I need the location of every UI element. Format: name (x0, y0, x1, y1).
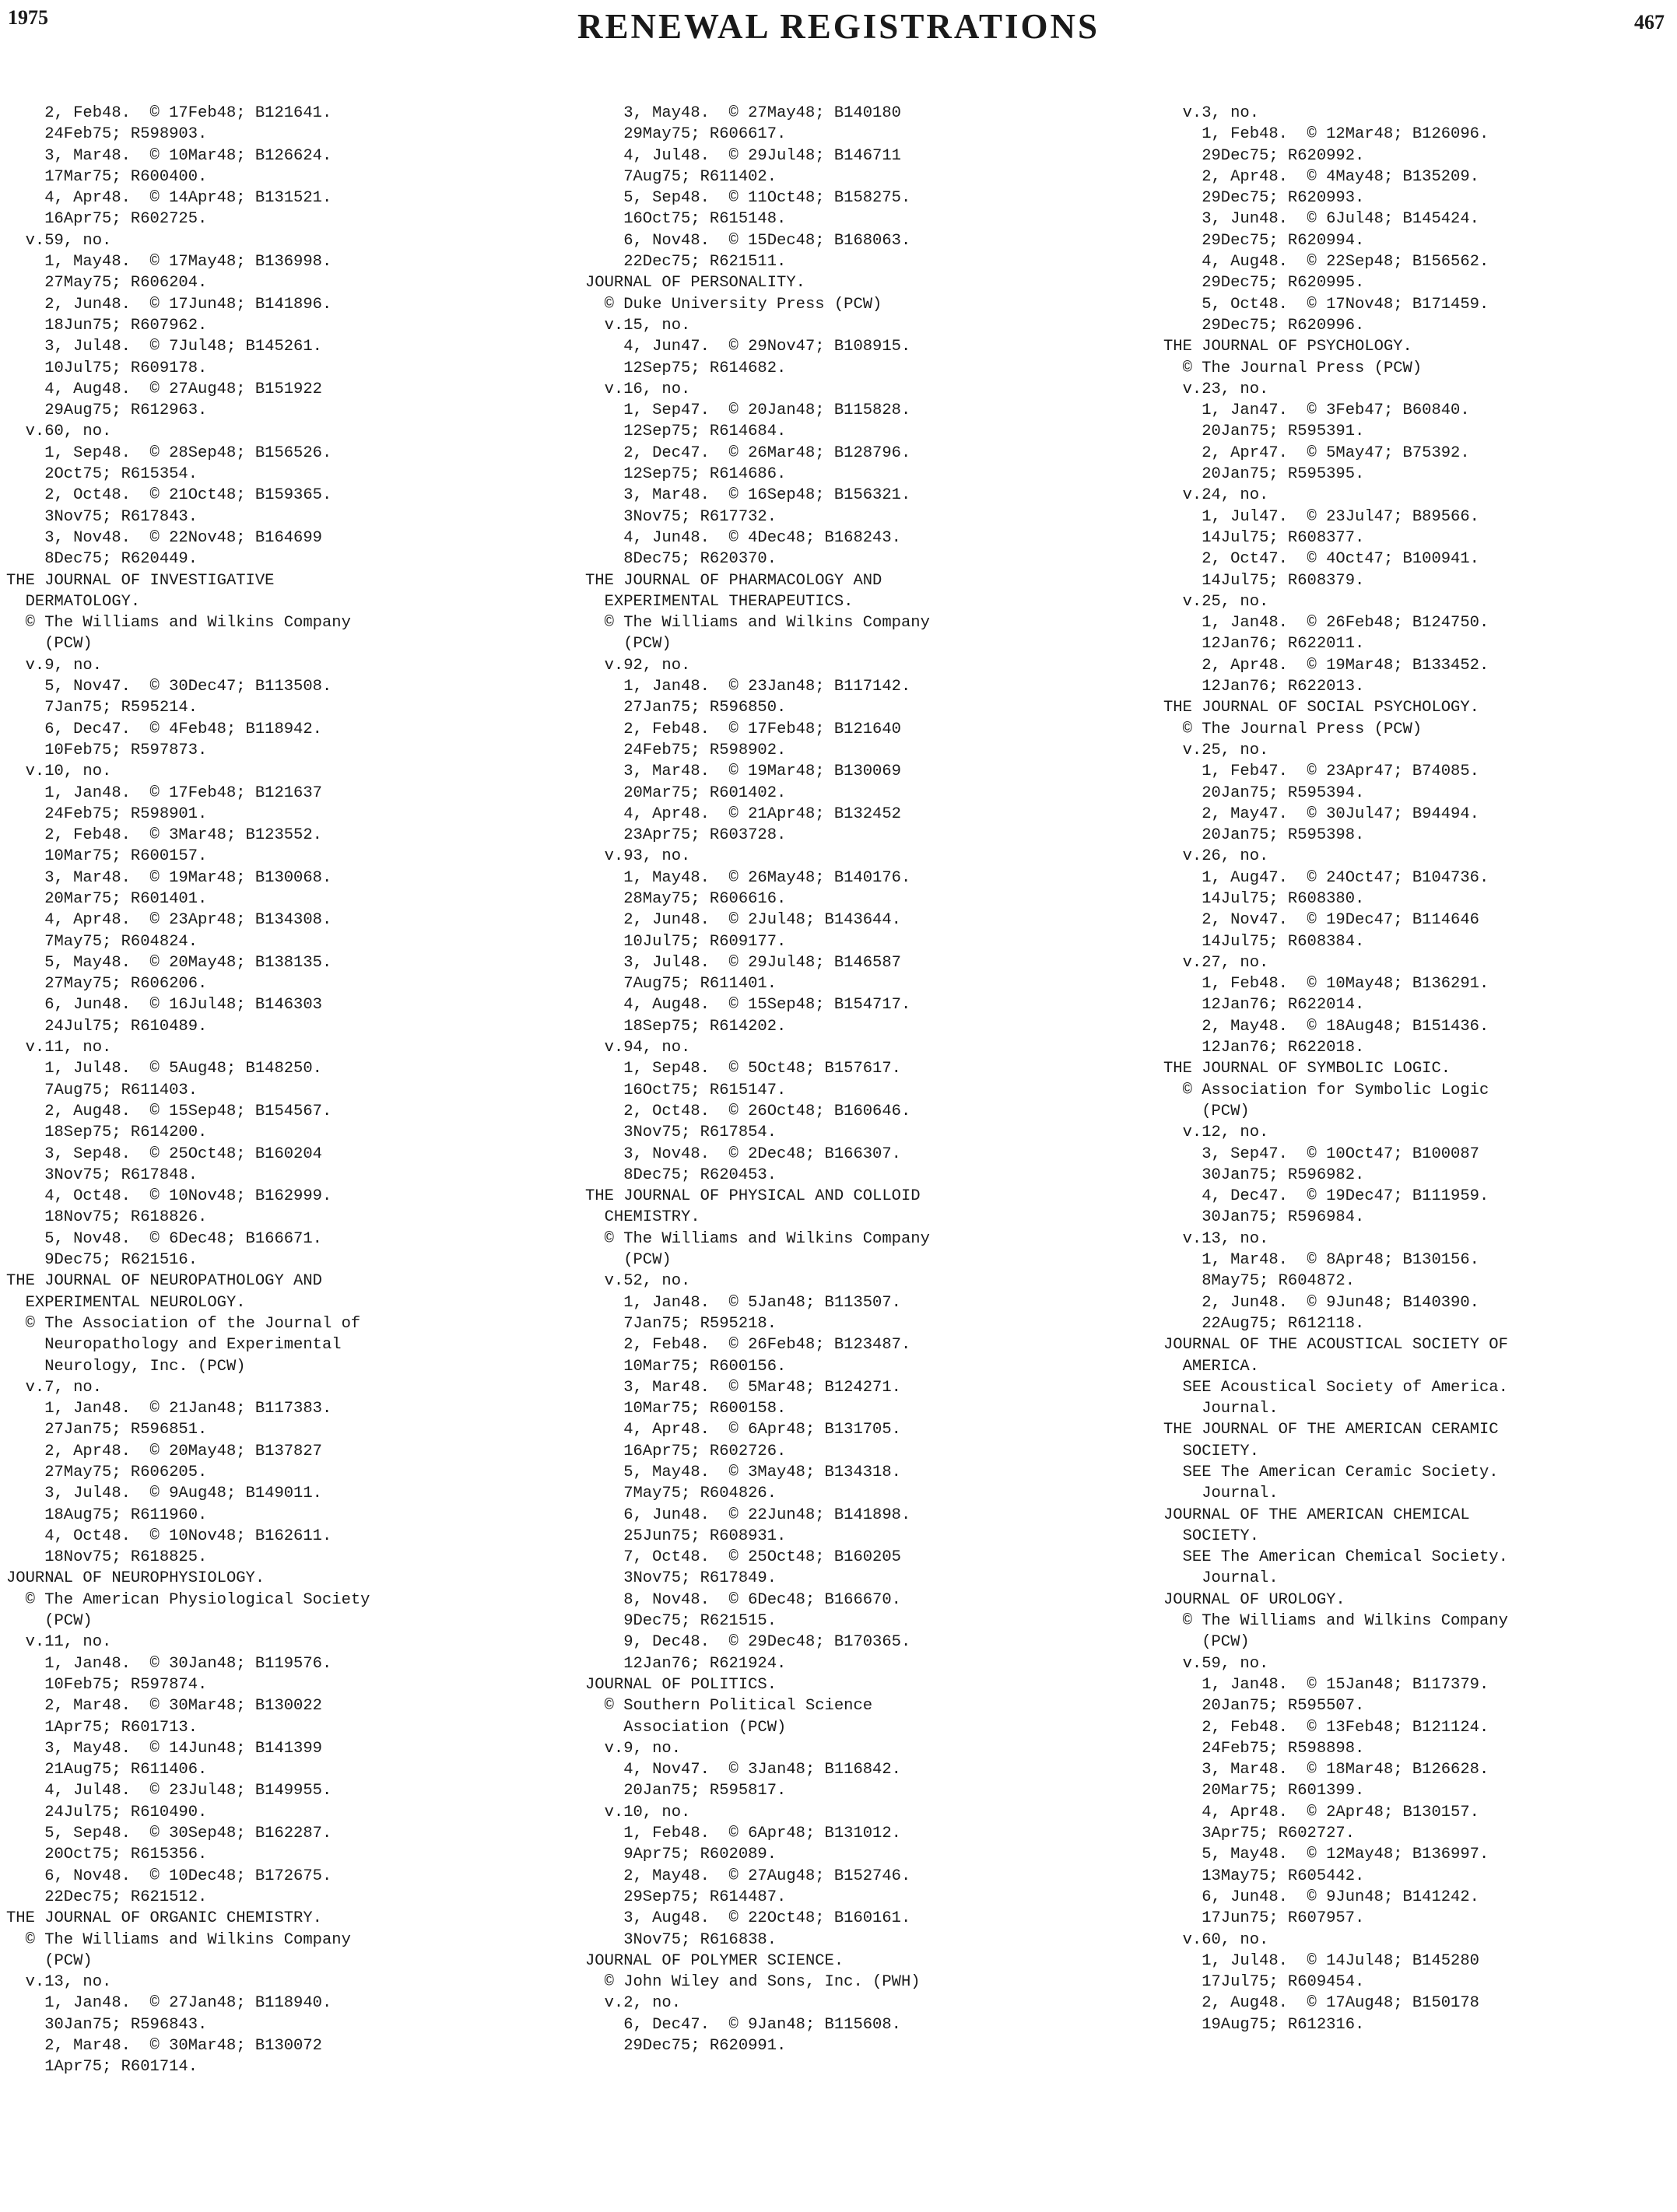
entry-line: 2, Feb48. © 17Feb48; B121640 (585, 720, 901, 738)
entry-line: 7Aug75; R611401. (585, 975, 777, 994)
entry-line: 2, May48. © 27Aug48; B152746. (585, 1867, 911, 1885)
entry-line: 22Dec75; R621512. (6, 1888, 208, 1906)
entry-line: 1, Jan48. © 5Jan48; B113507. (585, 1293, 901, 1312)
entry-line: JOURNAL OF NEUROPHYSIOLOGY. (6, 1569, 265, 1588)
entry-line: 3, Mar48. © 16Sep48; B156321. (585, 486, 911, 505)
entry-line: 3, Jun48. © 6Jul48; B145424. (1163, 210, 1479, 229)
entry-line: 17Jul75; R609454. (1163, 1973, 1365, 1992)
entry-line: JOURNAL OF POLITICS. (585, 1675, 777, 1694)
entry-line: Association (PCW) (585, 1718, 787, 1737)
entry-line: v.60, no. (1163, 1930, 1269, 1949)
entry-line: 20Jan75; R595395. (1163, 465, 1365, 484)
entry-line: 4, Jun47. © 29Nov47; B108915. (585, 338, 911, 356)
entry-line: 3, Mar48. © 18Mar48; B126628. (1163, 1761, 1489, 1779)
entry-line: 8, Nov48. © 6Dec48; B166670. (585, 1590, 901, 1609)
entry-line: 22Aug75; R612118. (1163, 1314, 1365, 1333)
entry-line: v.25, no. (1163, 592, 1269, 611)
entry-line: 7May75; R604826. (585, 1485, 777, 1503)
entry-line: v.9, no. (6, 656, 103, 675)
entry-line: 3Apr75; R602727. (1163, 1825, 1356, 1843)
entry-line: 1, Jan48. © 30Jan48; B119576. (6, 1654, 332, 1673)
entry-line: v.24, no. (1163, 486, 1269, 505)
entry-line: 16Oct75; R615148. (585, 210, 787, 229)
entry-line: 3, May48. © 14Jun48; B141399 (6, 1739, 322, 1758)
entry-line: 2, Apr48. © 4May48; B135209. (1163, 167, 1479, 186)
entry-line: v.26, no. (1163, 847, 1269, 866)
entry-line: 1, Sep48. © 5Oct48; B157617. (585, 1060, 901, 1078)
entry-line: 29May75; R606617. (585, 125, 787, 144)
entry-line: 4, Aug48. © 22Sep48; B156562. (1163, 253, 1489, 272)
entry-line: 12Jan76; R622011. (1163, 635, 1365, 654)
entry-line: 7Jan75; R595218. (585, 1314, 777, 1333)
entry-line: 3, Sep48. © 25Oct48; B160204 (6, 1145, 322, 1163)
entry-line: 7Aug75; R611402. (585, 167, 777, 186)
entry-line: v.9, no. (585, 1739, 682, 1758)
entry-line: 24Feb75; R598903. (6, 125, 208, 144)
entry-line: © John Wiley and Sons, Inc. (PWH) (585, 1973, 921, 1992)
entry-line: 14Jul75; R608380. (1163, 889, 1365, 908)
entry-line: 3, Jul48. © 29Jul48; B146587 (585, 953, 901, 972)
entry-line: 1, Jul48. © 5Aug48; B148250. (6, 1060, 322, 1078)
entry-line: 9Apr75; R602089. (585, 1846, 777, 1864)
entry-line: 2, May48. © 18Aug48; B151436. (1163, 1017, 1489, 1036)
entry-line: 1, Jan47. © 3Feb47; B60840. (1163, 401, 1470, 420)
entry-line: 2, Oct48. © 21Oct48; B159365. (6, 486, 332, 505)
entry-line: 20Jan75; R595817. (585, 1782, 787, 1800)
entry-line: 4, Oct48. © 10Nov48; B162611. (6, 1527, 332, 1545)
entry-line: THE JOURNAL OF SOCIAL PSYCHOLOGY. (1163, 699, 1479, 717)
entry-line: 5, Sep48. © 30Sep48; B162287. (6, 1825, 332, 1843)
entry-line: 5, Nov48. © 6Dec48; B166671. (6, 1229, 322, 1248)
entry-line: 3, Jul48. © 9Aug48; B149011. (6, 1485, 322, 1503)
entry-line: 4, Jul48. © 23Jul48; B149955. (6, 1782, 332, 1800)
entry-line: 20Mar75; R601402. (585, 783, 787, 802)
entry-line: 2, Apr48. © 20May48; B137827 (6, 1442, 322, 1460)
entry-line: 10Feb75; R597874. (6, 1675, 208, 1694)
entry-line: 3, Aug48. © 22Oct48; B160161. (585, 1909, 911, 1928)
entry-line: THE JOURNAL OF INVESTIGATIVE (6, 571, 275, 590)
entry-line: SOCIETY. (1163, 1527, 1260, 1545)
entry-line: 3, Mar48. © 19Mar48; B130068. (6, 868, 332, 887)
entry-line: 24Jul75; R610490. (6, 1803, 208, 1821)
entry-line: THE JOURNAL OF PHYSICAL AND COLLOID (585, 1187, 921, 1206)
entry-line: Journal. (1163, 1400, 1279, 1418)
entry-line: 16Apr75; R602725. (6, 210, 208, 229)
entry-line: v.11, no. (6, 1633, 112, 1652)
column-3 (1163, 103, 1508, 2035)
entry-line: 8Dec75; R620453. (585, 1166, 777, 1184)
entry-line: 2, Feb48. © 26Feb48; B123487. (585, 1336, 911, 1355)
entry-line: 4, Apr48. © 21Apr48; B132452 (585, 805, 901, 823)
entry-line: 1, Jan48. © 15Jan48; B117379. (1163, 1675, 1489, 1694)
entry-line: 29Dec75; R620995. (1163, 274, 1365, 293)
entry-line: 4, Nov47. © 3Jan48; B116842. (585, 1761, 901, 1779)
entry-line: 5, May48. © 3May48; B134318. (585, 1464, 901, 1481)
entry-line: 27May75; R606204. (6, 274, 208, 293)
entry-line: 2, Jun48. © 2Jul48; B143644. (585, 911, 901, 930)
entry-line: 27May75; R606206. (6, 975, 208, 994)
entry-line: EXPERIMENTAL NEUROLOGY. (6, 1293, 246, 1312)
entry-line: 3, Mar48. © 19Mar48; B130069 (585, 762, 901, 781)
entry-line: 18Jun75; R607962. (6, 316, 208, 335)
entry-line: DERMATOLOGY. (6, 592, 141, 611)
entry-line: 4, Apr48. © 6Apr48; B131705. (585, 1421, 901, 1439)
entry-line: 3, Sep47. © 10Oct47; B100087 (1163, 1145, 1479, 1163)
entry-line: 2, Mar48. © 30Mar48; B130022 (6, 1697, 322, 1716)
entry-line: 25Jun75; R608931. (585, 1527, 787, 1545)
entry-line: EXPERIMENTAL THERAPEUTICS. (585, 592, 854, 611)
entry-line: 1Apr75; R601713. (6, 1718, 198, 1737)
entry-line: 2, Dec47. © 26Mar48; B128796. (585, 443, 911, 462)
entry-line: 5, Nov47. © 30Dec47; B113508. (6, 678, 332, 696)
entry-line: 1, Jul48. © 14Jul48; B145280 (1163, 1951, 1479, 1970)
entry-line: 2, Aug48. © 17Aug48; B150178 (1163, 1994, 1479, 2013)
entry-line: 1, Jan48. © 23Jan48; B117142. (585, 678, 911, 696)
entry-line: v.12, no. (1163, 1124, 1269, 1142)
entry-line: 29Sep75; R614487. (585, 1888, 787, 1906)
entry-line: 18Sep75; R614202. (585, 1017, 787, 1036)
entry-line: 3, May48. © 27May48; B140180 (585, 104, 901, 122)
entry-line: SEE The American Ceramic Society. (1163, 1464, 1499, 1481)
entry-line: 1, Jan48. © 26Feb48; B124750. (1163, 614, 1489, 633)
entry-line: 8Dec75; R620370. (585, 550, 777, 569)
entry-line: 8Dec75; R620449. (6, 550, 198, 569)
entry-line: 3, Mar48. © 10Mar48; B126624. (6, 146, 332, 165)
entry-line: © The Williams and Wilkins Company (585, 614, 930, 633)
entry-line: 10Feb75; R597873. (6, 741, 208, 759)
entry-line: 1, Jan48. © 17Feb48; B121637 (6, 783, 322, 802)
entry-line: 27Jan75; R596850. (585, 699, 787, 717)
entry-line: 20Mar75; R601401. (6, 889, 208, 908)
entry-line: 1, Jan48. © 21Jan48; B117383. (6, 1400, 332, 1418)
entry-line: 1, Feb48. © 12Mar48; B126096. (1163, 125, 1489, 144)
entry-line: 22Dec75; R621511. (585, 253, 787, 272)
entry-line: v.10, no. (585, 1803, 691, 1821)
entry-line: 5, Sep48. © 11Oct48; B158275. (585, 189, 911, 208)
entry-line: 24Jul75; R610489. (6, 1017, 208, 1036)
page-number: 467 (1634, 11, 1665, 33)
entry-line: 2, May47. © 30Jul47; B94494. (1163, 805, 1479, 823)
entry-line: THE JOURNAL OF NEUROPATHOLOGY AND (6, 1272, 322, 1291)
entry-line: THE JOURNAL OF PSYCHOLOGY. (1163, 338, 1412, 356)
entry-line: 20Mar75; R601399. (1163, 1782, 1365, 1800)
entry-line: 3Nov75; R616838. (585, 1930, 777, 1949)
entry-line: 1, May48. © 26May48; B140176. (585, 868, 911, 887)
entry-line: Journal. (1163, 1485, 1279, 1503)
entry-line: v.59, no. (1163, 1654, 1269, 1673)
entry-line: (PCW) (6, 1951, 93, 1970)
entry-line: v.10, no. (6, 762, 112, 781)
entry-line: 12Jan76; R622018. (1163, 1039, 1365, 1057)
entry-line: 29Dec75; R620996. (1163, 316, 1365, 335)
entry-line: 3Nov75; R617849. (585, 1569, 777, 1588)
entry-line: 14Jul75; R608379. (1163, 571, 1365, 590)
entry-line: JOURNAL OF THE AMERICAN CHEMICAL (1163, 1506, 1470, 1524)
entry-line: 21Aug75; R611406. (6, 1761, 208, 1779)
entry-line: 16Apr75; R602726. (585, 1442, 787, 1460)
entry-line: © Association for Symbolic Logic (1163, 1081, 1489, 1099)
entry-line: (PCW) (585, 1251, 672, 1270)
entry-line: 10Mar75; R600158. (585, 1400, 787, 1418)
entry-line: 2, Feb48. © 3Mar48; B123552. (6, 826, 322, 845)
entry-line: 7May75; R604824. (6, 932, 198, 951)
entry-line: 18Nov75; R618826. (6, 1208, 208, 1227)
entry-line: 6, Jun48. © 22Jun48; B141898. (585, 1506, 911, 1524)
entry-line: © The Williams and Wilkins Company (6, 1930, 351, 1949)
entry-line: 3Nov75; R617848. (6, 1166, 198, 1184)
entry-line: 4, Apr48. © 2Apr48; B130157. (1163, 1803, 1479, 1821)
entry-line: (PCW) (6, 1612, 93, 1631)
entry-line: 7Aug75; R611403. (6, 1081, 198, 1099)
entry-line: v.3, no. (1163, 104, 1260, 122)
entry-line: 10Mar75; R600157. (6, 847, 208, 866)
entry-line: 20Jan75; R595398. (1163, 826, 1365, 845)
entry-line: 29Dec75; R620993. (1163, 189, 1365, 208)
entry-line: 29Dec75; R620992. (1163, 146, 1365, 165)
entry-line: 4, Aug48. © 27Aug48; B151922 (6, 380, 322, 398)
entry-line: 14Jul75; R608384. (1163, 932, 1365, 951)
entry-line: 2, Nov47. © 19Dec47; B114646 (1163, 911, 1479, 930)
entry-line: JOURNAL OF UROLOGY. (1163, 1590, 1345, 1609)
entry-line: © The American Physiological Society (6, 1590, 370, 1609)
entry-line: 1, Feb48. © 6Apr48; B131012. (585, 1825, 901, 1843)
entry-line: 12Sep75; R614684. (585, 422, 787, 441)
entry-line: v.16, no. (585, 380, 691, 398)
entry-line: 20Jan75; R595507. (1163, 1697, 1365, 1716)
entry-line: 2, Aug48. © 15Sep48; B154567. (6, 1102, 332, 1120)
entry-line: v.52, no. (585, 1272, 691, 1291)
entry-line: JOURNAL OF THE ACOUSTICAL SOCIETY OF (1163, 1336, 1508, 1355)
entry-line: 23Apr75; R603728. (585, 826, 787, 845)
entry-line: 27Jan75; R596851. (6, 1421, 208, 1439)
entry-line: 10Mar75; R600156. (585, 1357, 787, 1376)
entry-line: 1, May48. © 17May48; B136998. (6, 253, 332, 272)
entry-line: 10Jul75; R609178. (6, 359, 208, 377)
entry-line: 1Apr75; R601714. (6, 2058, 198, 2077)
entry-line: 29Dec75; R620994. (1163, 231, 1365, 250)
entry-line: Journal. (1163, 1569, 1279, 1588)
entry-line: 27May75; R606205. (6, 1464, 208, 1481)
entry-line: 28May75; R606616. (585, 889, 787, 908)
column-2 (585, 103, 930, 2056)
entry-line: © The Williams and Wilkins Company (6, 614, 351, 633)
entry-line: 2, Jun48. © 9Jun48; B140390. (1163, 1293, 1479, 1312)
entry-line: 18Aug75; R611960. (6, 1506, 208, 1524)
entry-line: © The Williams and Wilkins Company (585, 1229, 930, 1248)
entry-line: 20Oct75; R615356. (6, 1846, 208, 1864)
entry-line: 1, Feb48. © 10May48; B136291. (1163, 975, 1489, 994)
entry-line: 7Jan75; R595214. (6, 699, 198, 717)
entry-line: © The Williams and Wilkins Company (1163, 1612, 1508, 1631)
entry-line: 29Aug75; R612963. (6, 401, 208, 420)
entry-line: 12Jan76; R622014. (1163, 996, 1365, 1015)
entry-line: 19Aug75; R612316. (1163, 2015, 1365, 2034)
entry-line: v.13, no. (6, 1973, 112, 1992)
entry-line: © Southern Political Science (585, 1697, 873, 1716)
entry-line: 4, Aug48. © 15Sep48; B154717. (585, 996, 911, 1015)
entry-line: Neurology, Inc. (PCW) (6, 1357, 246, 1376)
entry-line: 12Jan76; R621924. (585, 1654, 787, 1673)
entry-line: v.27, no. (1163, 953, 1269, 972)
entry-line: 24Feb75; R598902. (585, 741, 787, 759)
entry-line: v.2, no. (585, 1994, 682, 2013)
entry-line: 4, Apr48. © 23Apr48; B134308. (6, 911, 332, 930)
entry-line: © The Association of the Journal of (6, 1314, 361, 1333)
entry-line: SEE The American Chemical Society. (1163, 1548, 1508, 1567)
entry-line: v.23, no. (1163, 380, 1269, 398)
entry-line: 2, Apr47. © 5May47; B75392. (1163, 443, 1470, 462)
entry-line: THE JOURNAL OF THE AMERICAN CERAMIC (1163, 1421, 1499, 1439)
entry-line: 29Dec75; R620991. (585, 2037, 787, 2056)
entry-line: 16Oct75; R615147. (585, 1081, 787, 1099)
entry-line: 3, Nov48. © 2Dec48; B166307. (585, 1145, 901, 1163)
entry-line: v.59, no. (6, 231, 112, 250)
entry-line: 2, Oct47. © 4Oct47; B100941. (1163, 550, 1479, 569)
entry-line: 6, Nov48. © 10Dec48; B172675. (6, 1867, 332, 1885)
entry-line: 1, Mar48. © 8Apr48; B130156. (1163, 1251, 1479, 1270)
entry-line: 1, Aug47. © 24Oct47; B104736. (1163, 868, 1489, 887)
page-title: RENEWAL REGISTRATIONS (577, 7, 1100, 46)
entry-line: 17Jun75; R607957. (1163, 1909, 1365, 1928)
entry-line: 4, Jul48. © 29Jul48; B146711 (585, 146, 901, 165)
entry-line: v.94, no. (585, 1039, 691, 1057)
entry-line: THE JOURNAL OF PHARMACOLOGY AND (585, 571, 882, 590)
entry-line: 5, May48. © 12May48; B136997. (1163, 1846, 1489, 1864)
entry-line: 7, Oct48. © 25Oct48; B160205 (585, 1548, 901, 1567)
entry-line: 17Mar75; R600400. (6, 167, 208, 186)
column-1 (6, 103, 370, 2078)
entry-line: 6, Jun48. © 16Jul48; B146303 (6, 996, 322, 1015)
entry-line: © Duke University Press (PCW) (585, 295, 882, 314)
entry-line: 30Jan75; R596843. (6, 2015, 208, 2034)
entry-line: 1, Sep48. © 28Sep48; B156526. (6, 443, 332, 462)
entry-line: 30Jan75; R596982. (1163, 1166, 1365, 1184)
entry-line: 4, Apr48. © 14Apr48; B131521. (6, 189, 332, 208)
entry-line: 5, May48. © 20May48; B138135. (6, 953, 332, 972)
entry-line: 2, Mar48. © 30Mar48; B130072 (6, 2037, 322, 2056)
entry-line: 4, Oct48. © 10Nov48; B162999. (6, 1187, 332, 1206)
entry-line: 10Jul75; R609177. (585, 932, 787, 951)
entry-line: © The Journal Press (PCW) (1163, 359, 1423, 377)
entry-line: SEE Acoustical Society of America. (1163, 1378, 1508, 1397)
entry-line: 1, Feb47. © 23Apr47; B74085. (1163, 762, 1479, 781)
entry-line: AMERICA. (1163, 1357, 1260, 1376)
entry-line: 3, Mar48. © 5Mar48; B124271. (585, 1378, 901, 1397)
entry-line: JOURNAL OF PERSONALITY. (585, 274, 805, 293)
entry-line: 8May75; R604872. (1163, 1272, 1356, 1291)
entry-line: 2, Jun48. © 17Jun48; B141896. (6, 295, 332, 314)
entry-line: 18Sep75; R614200. (6, 1124, 208, 1142)
page-header (0, 0, 1677, 54)
entry-line: 2, Oct48. © 26Oct48; B160646. (585, 1102, 911, 1120)
entry-line: v.93, no. (585, 847, 691, 866)
entry-line: 3Nov75; R617732. (585, 507, 777, 526)
entry-line: 9Dec75; R621515. (585, 1612, 777, 1631)
entry-line: 3Nov75; R617843. (6, 507, 198, 526)
entry-line: v.7, no. (6, 1378, 103, 1397)
entry-line: 12Sep75; R614682. (585, 359, 787, 377)
entry-line: 4, Jun48. © 4Dec48; B168243. (585, 528, 901, 547)
entry-line: v.25, no. (1163, 741, 1269, 759)
entry-line: 1, Jan48. © 27Jan48; B118940. (6, 1994, 332, 2013)
entry-line: 6, Jun48. © 9Jun48; B141242. (1163, 1888, 1479, 1906)
entry-line: 20Jan75; R595394. (1163, 783, 1365, 802)
entry-line: 3, Jul48. © 7Jul48; B145261. (6, 338, 322, 356)
entry-line: v.60, no. (6, 422, 112, 441)
entry-line: v.11, no. (6, 1039, 112, 1057)
entry-line: 13May75; R605442. (1163, 1867, 1365, 1885)
entry-line: 24Feb75; R598898. (1163, 1739, 1365, 1758)
entry-line: Neuropathology and Experimental (6, 1336, 342, 1355)
entry-line: (PCW) (1163, 1633, 1250, 1652)
entry-line: 18Nov75; R618825. (6, 1548, 208, 1567)
entry-line: 1, Jul47. © 23Jul47; B89566. (1163, 507, 1479, 526)
entry-line: 12Jan76; R622013. (1163, 678, 1365, 696)
entry-line: 3Nov75; R617854. (585, 1124, 777, 1142)
entry-line: 2, Apr48. © 19Mar48; B133452. (1163, 656, 1489, 675)
entry-line: v.13, no. (1163, 1229, 1269, 1248)
entry-line: 1, Sep47. © 20Jan48; B115828. (585, 401, 911, 420)
entry-line: 6, Dec47. © 4Feb48; B118942. (6, 720, 322, 738)
entry-line: JOURNAL OF POLYMER SCIENCE. (585, 1951, 844, 1970)
entry-line: 20Jan75; R595391. (1163, 422, 1365, 441)
entry-line: 2, Feb48. © 13Feb48; B121124. (1163, 1718, 1489, 1737)
entry-line: 9, Dec48. © 29Dec48; B170365. (585, 1633, 911, 1652)
entry-line: (PCW) (585, 635, 672, 654)
entry-line: (PCW) (6, 635, 93, 654)
entry-line: © The Journal Press (PCW) (1163, 720, 1423, 738)
entry-line: 6, Nov48. © 15Dec48; B168063. (585, 231, 911, 250)
entry-line: 4, Dec47. © 19Dec47; B111959. (1163, 1187, 1489, 1206)
entry-line: CHEMISTRY. (585, 1208, 700, 1227)
entry-line: SOCIETY. (1163, 1442, 1260, 1460)
entry-line: 24Feb75; R598901. (6, 805, 208, 823)
entry-line: 3, Nov48. © 22Nov48; B164699 (6, 528, 322, 547)
entry-line: 6, Dec47. © 9Jan48; B115608. (585, 2015, 901, 2034)
entry-line: v.92, no. (585, 656, 691, 675)
year: 1975 (8, 6, 48, 29)
entry-line: (PCW) (1163, 1102, 1250, 1120)
entry-line: THE JOURNAL OF ORGANIC CHEMISTRY. (6, 1909, 322, 1928)
entry-line: THE JOURNAL OF SYMBOLIC LOGIC. (1163, 1060, 1451, 1078)
entry-line: 30Jan75; R596984. (1163, 1208, 1365, 1227)
entry-line: 2, Feb48. © 17Feb48; B121641. (6, 104, 332, 122)
entry-line: 5, Oct48. © 17Nov48; B171459. (1163, 295, 1489, 314)
entry-line: 12Sep75; R614686. (585, 465, 787, 484)
entry-line: 2Oct75; R615354. (6, 465, 198, 484)
entry-line: v.15, no. (585, 316, 691, 335)
entry-line: 9Dec75; R621516. (6, 1251, 198, 1270)
entry-line: 14Jul75; R608377. (1163, 528, 1365, 547)
